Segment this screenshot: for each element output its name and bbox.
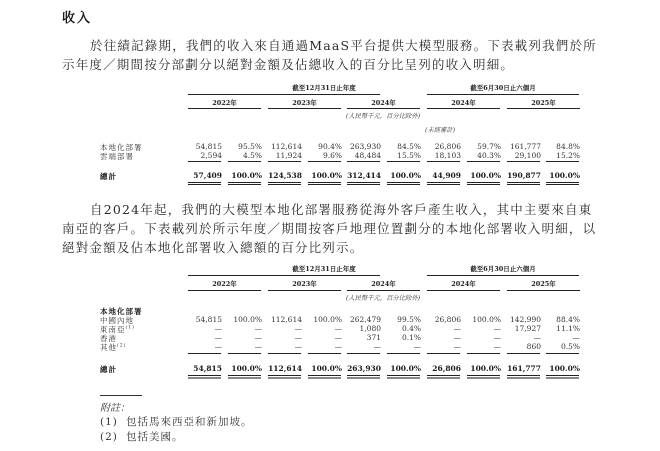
total-double-rule [467,182,500,185]
total-cell: 100.0% [231,364,262,373]
total-cell: 100.0% [549,171,580,180]
table-cell: — [254,342,262,351]
row-label-text: 東南亞 [100,325,126,334]
footnote-marker: (1) [125,325,135,331]
total-cell: 44,909 [432,171,461,180]
table-cell: — [254,333,262,342]
table-cell: 4.5% [242,151,262,160]
subtotal-rule [308,161,341,162]
total-cell: 100.0% [311,364,342,373]
subtotal-rule [467,161,500,162]
year-header: 2024年 [371,99,396,107]
total-label: 總計 [100,365,117,374]
total-double-rule [228,182,261,185]
footnote-number: (1) [100,416,118,428]
year-rule [347,290,420,291]
total-cell: 312,414 [347,171,381,180]
table-cell: — [572,333,580,342]
row-label [100,342,126,353]
year-rule [507,108,580,109]
total-double-rule [347,375,380,379]
year-header: 2022年 [212,99,237,107]
table-cell: 100.0% [233,315,262,324]
total-label: 總計 [100,172,117,181]
unit-note: (人民幣千元，百分比除外) [345,295,421,302]
table-cell: 84.5% [397,142,421,151]
total-double-rule [188,182,221,185]
unit-note: (人民幣千元，百分比除外) [345,113,421,120]
section-label: 本地化部署 [100,307,143,316]
subtotal-rule [268,353,301,354]
table-cell: 9.6% [322,151,342,160]
total-double-rule [427,375,460,379]
total-cell: 100.0% [390,171,421,180]
subtotal-rule [546,161,579,162]
row-label: 本地化部署 [100,143,143,152]
row-label: 雲端部署 [100,152,134,161]
subtotal-rule [188,161,221,162]
table-cell: — [453,333,461,342]
subtotal-rule [347,353,380,354]
total-double-rule [427,182,460,185]
year-header: 2025年 [531,99,556,107]
subtotal-rule [188,353,221,354]
header-rule [427,94,579,95]
fiscal-year-group-header: 截至12月31日止年度 [292,84,356,92]
subtotal-rule [387,353,420,354]
total-cell: 57,409 [193,171,222,180]
unaudited-note: (未經審計) [424,127,456,134]
table-cell: 54,815 [195,315,222,324]
subtotal-rule [347,161,380,162]
total-double-rule [507,375,540,379]
intro-paragraph-text: 於往績記錄期，我們的收入來自通過MaaS平台提供大模型服務。下表載列我們於所示年度／期間按分部劃分以絕對金額及佔總收入的百分比呈列的收入明細。 [62,38,597,72]
table-cell: — [453,324,461,333]
year-header: 2024年 [451,99,476,107]
year-header: 2023年 [292,280,317,288]
total-cell: 263,930 [347,364,381,373]
year-header: 2025年 [531,280,556,288]
table-cell: 262,479 [349,315,381,324]
subtotal-rule [228,353,261,354]
year-header: 2022年 [212,280,237,288]
total-cell: 100.0% [470,364,501,373]
total-double-rule [268,375,301,379]
table-cell: 17,927 [514,324,541,333]
table-cell: 161,777 [509,142,541,151]
table-cell: 0.5% [560,342,580,351]
year-header: 2024年 [451,280,476,288]
table-cell: — [334,324,342,333]
total-cell: 124,538 [268,171,302,180]
total-double-rule [467,375,500,379]
table-cell: 0.4% [401,324,421,333]
header-rule [188,275,380,276]
year-rule [347,108,420,109]
table-cell: 59.7% [477,142,501,151]
total-double-rule [546,182,579,185]
table-cell: 29,100 [514,151,541,160]
year-rule [427,290,500,291]
subtotal-rule [546,353,579,354]
total-cell: 26,806 [432,364,461,373]
table-cell: — [334,333,342,342]
table-cell: 26,806 [434,142,461,151]
year-rule [507,290,580,291]
subtotal-rule [268,161,301,162]
row-label: 香港 [100,334,117,343]
table-cell: 371 [366,333,381,342]
table-cell: — [294,333,302,342]
table-cell: — [373,342,381,351]
total-cell: 100.0% [231,171,262,180]
subtotal-rule [507,161,540,162]
row-label: 中國內地 [100,316,134,325]
table-cell: 0.1% [401,333,421,342]
table-cell: 142,990 [509,315,541,324]
intro-paragraph [62,36,602,74]
table-cell: — [214,324,222,333]
total-double-rule [387,182,420,185]
subtotal-rule [467,353,500,354]
table-cell: — [254,324,262,333]
year-rule [268,108,341,109]
table-cell: 88.4% [556,315,580,324]
header-rule [188,94,380,95]
subtotal-rule [507,353,540,354]
year-rule [188,108,261,109]
total-double-rule [308,375,341,379]
row-label-text: 其他 [100,343,117,352]
subtotal-rule [427,161,460,162]
geography-paragraph-text: 自2024年起，我們的大模型本地化部署服務從海外客戶產生收入，其中主要來自東南亞的客戶。下表載列於所示年度／期間按客戶地理位置劃分的本地化部署收入明細，以絕對金額及佔本地化部署收入總額的百分比列示。 [62,202,597,255]
year-header: 2024年 [371,280,396,288]
table-cell: — [493,324,501,333]
total-cell: 161,777 [507,364,541,373]
subtotal-rule [228,161,261,162]
table-cell: 26,806 [434,315,461,324]
table-cell: 18,103 [434,151,461,160]
table-cell: — [294,324,302,333]
table-cell: 54,815 [195,142,222,151]
fiscal-year-group-header: 截至12月31日止年度 [292,265,356,273]
table-cell: — [493,333,501,342]
geography-paragraph [62,200,602,257]
total-double-rule [268,182,301,185]
table-cell: — [214,342,222,351]
table-cell: 48,484 [354,151,381,160]
year-rule [427,108,500,109]
table-cell: 84.8% [556,142,580,151]
total-cell: 54,815 [193,364,222,373]
footnote-marker: (2) [117,343,127,349]
total-cell: 100.0% [470,171,501,180]
year-rule [268,290,341,291]
table-cell: 263,930 [349,142,381,151]
table-cell: — [214,333,222,342]
total-cell: 100.0% [390,364,421,373]
footnote-text: 包括馬來西亞和新加坡。 [126,416,253,428]
table-cell: 40.3% [477,151,501,160]
total-double-rule [507,182,540,185]
total-double-rule [308,182,341,185]
table-cell: 15.2% [556,151,580,160]
table-cell: — [413,342,421,351]
total-cell: 112,614 [268,364,302,373]
table-cell: 112,614 [270,315,302,324]
table-cell: 2,594 [200,151,222,160]
total-cell: 100.0% [549,364,580,373]
total-double-rule [228,375,261,379]
table-cell: 112,614 [270,142,302,151]
notes-divider [100,395,142,396]
subtotal-rule [308,353,341,354]
notes-heading: 附註： [100,403,130,414]
year-rule [188,290,261,291]
table-cell: 100.0% [313,315,342,324]
subtotal-rule [427,353,460,354]
total-double-rule [387,375,420,379]
table-cell: — [294,342,302,351]
table-cell: — [453,342,461,351]
section-title: 收入 [62,11,93,26]
table-cell: 1,080 [359,324,381,333]
six-month-group-header: 截至6月30日止六個月 [470,84,536,92]
total-cell: 190,877 [507,171,541,180]
total-cell: 100.0% [311,171,342,180]
year-header: 2023年 [292,99,317,107]
total-double-rule [546,375,579,379]
table-cell: 99.5% [397,315,421,324]
table-cell: 15.5% [397,151,421,160]
table-cell: 95.5% [238,142,262,151]
total-double-rule [188,375,221,379]
table-cell: 100.0% [472,315,501,324]
table-cell: 90.4% [318,142,342,151]
table-cell: — [493,342,501,351]
six-month-group-header: 截至6月30日止六個月 [470,265,536,273]
table-cell: 11,924 [275,151,302,160]
header-rule [427,275,579,276]
total-double-rule [347,182,380,185]
footnote-item [100,429,184,444]
table-cell: 860 [526,342,541,351]
subtotal-rule [387,161,420,162]
footnote-item [100,414,253,429]
table-cell: 11.1% [556,324,580,333]
table-cell: — [533,333,541,342]
table-cell: — [334,342,342,351]
footnote-number: (2) [100,431,118,443]
footnote-text: 包括美國。 [126,431,184,443]
